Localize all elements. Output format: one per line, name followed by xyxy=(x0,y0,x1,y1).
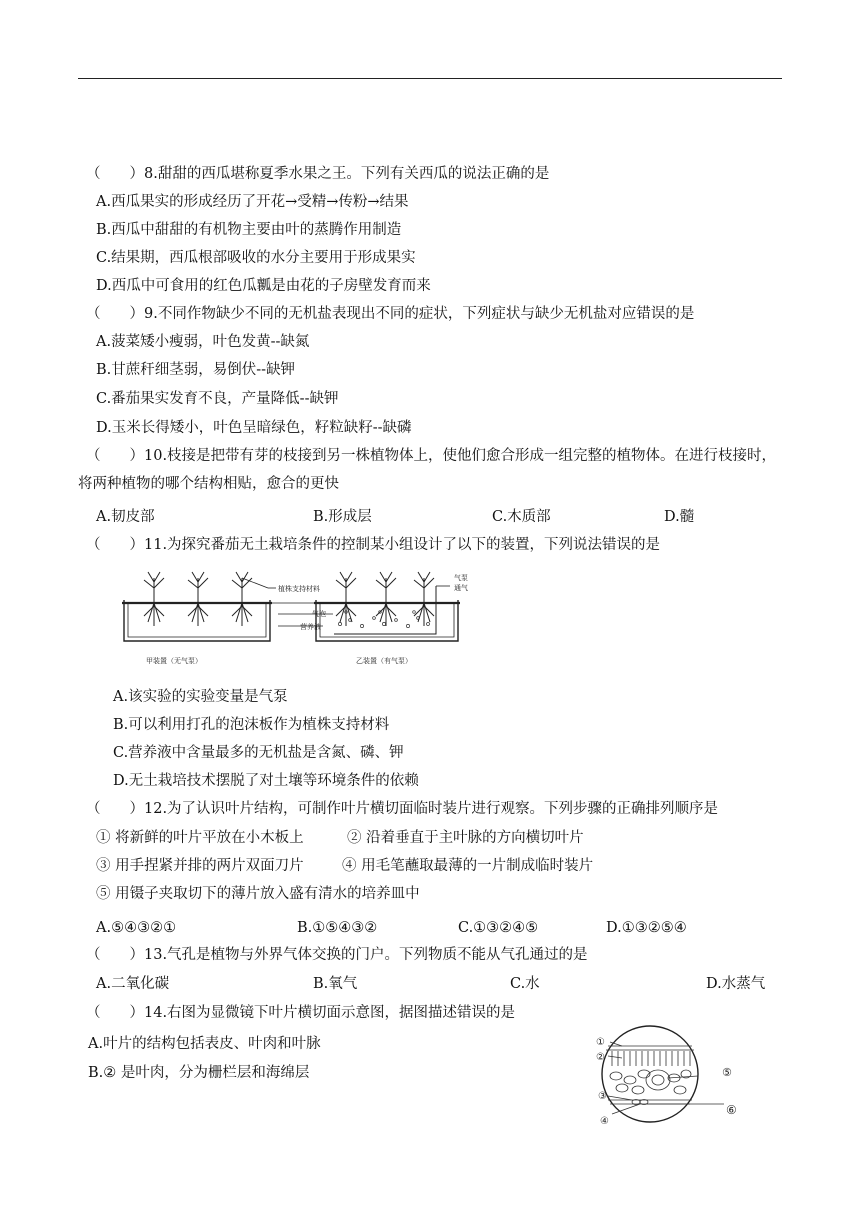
q12-option-a: A.⑤④③②① xyxy=(96,920,177,936)
q10-stem-line2: 将两种植物的哪个结构相贴，愈合的更快 xyxy=(78,476,339,492)
q8-option-b: B.西瓜中甜甜的有机物主要由叶的蒸腾作用制造 xyxy=(96,222,402,238)
q14-option-b: B.② 是叶肉，分为栅栏层和海绵层 xyxy=(88,1065,310,1081)
q9-option-a: A.菠菜矮小瘦弱，叶色发黄--缺氮 xyxy=(96,334,310,350)
hydroponics-apparatus-figure xyxy=(118,566,488,672)
q13-option-a: A.二氧化碳 xyxy=(96,976,170,992)
q10-option-d: D.髓 xyxy=(664,509,695,525)
label-aeration: 通气 xyxy=(454,584,468,592)
label-nutrient-solution: 营养液 xyxy=(300,623,321,631)
leaf-label-1: ① xyxy=(596,1037,605,1048)
q8-option-a: A.西瓜果实的形成经历了开花→受精→传粉→结果 xyxy=(96,194,409,210)
q10-stem-line1: （ ）10.枝接是把带有芽的枝接到另一株植物体上，使他们愈合形成一组完整的植物体。在进行枝接时， xyxy=(86,448,777,464)
q9-option-c: C.番茄果实发育不良，产量降低--缺钾 xyxy=(96,391,339,407)
q9-option-d: D.玉米长得矮小，叶色呈暗绿色，籽粒缺籽--缺磷 xyxy=(96,420,412,436)
q13-option-b: B.氧气 xyxy=(313,976,358,992)
q10-option-c: C.木质部 xyxy=(492,509,551,525)
header-rule xyxy=(78,78,782,79)
leaf-label-6: ⑥ xyxy=(726,1103,737,1117)
leaf-label-5: ⑤ xyxy=(722,1066,732,1079)
q12-option-d: D.①③②⑤④ xyxy=(606,920,687,936)
q10-option-b: B.形成层 xyxy=(313,509,372,525)
q12-step-4: ④ 用毛笔蘸取最薄的一片制成临时装片 xyxy=(342,858,594,874)
q8-option-c: C.结果期，西瓜根部吸收的水分主要用于形成果实 xyxy=(96,250,416,266)
q13-option-c: C.水 xyxy=(510,976,540,992)
q12-stem: （ ）12.为了认识叶片结构，可制作叶片横切面临时装片进行观察。下列步骤的正确排列顺序是 xyxy=(86,801,719,817)
leaf-label-3: ③ xyxy=(598,1091,607,1102)
q13-stem: （ ）13.气孔是植物与外界气体交换的门户。下列物质不能从气孔通过的是 xyxy=(86,947,588,963)
q11-option-b: B.可以利用打孔的泡沫板作为植株支持材料 xyxy=(113,717,390,733)
q12-step-5: ⑤ 用镊子夹取切下的薄片放入盛有清水的培养皿中 xyxy=(96,886,420,902)
q12-option-b: B.①⑤④③② xyxy=(297,920,378,936)
q14-option-a: A.叶片的结构包括表皮、叶肉和叶脉 xyxy=(88,1036,321,1052)
q11-option-c: C.营养液中含量最多的无机盐是含氮、磷、钾 xyxy=(113,745,404,761)
q11-option-d: D.无土栽培技术摆脱了对土壤等环境条件的依赖 xyxy=(113,773,419,789)
q11-stem: （ ）11.为探究番茄无土栽培条件的控制某小组设计了以下的装置，下列说法错误的是 xyxy=(86,537,661,553)
caption-device-a: 甲装置（无气泵） xyxy=(146,657,202,665)
q10-option-a: A.韧皮部 xyxy=(96,509,155,525)
q13-option-d: D.水蒸气 xyxy=(706,976,766,992)
q12-step-3: ③ 用手捏紧并排的两片双面刀片 xyxy=(96,858,304,874)
label-bubbles: 气泡 xyxy=(312,610,326,618)
q12-step-1: ① 将新鲜的叶片平放在小木板上 xyxy=(96,830,304,846)
q11-option-a: A.该实验的实验变量是气泵 xyxy=(113,689,288,705)
q8-option-d: D.西瓜中可食用的红色瓜瓤是由花的子房壁发育而来 xyxy=(96,278,431,294)
q9-option-b: B.甘蔗秆细茎弱，易倒伏--缺钾 xyxy=(96,362,296,378)
q8-stem: （ ）8.甜甜的西瓜堪称夏季水果之王。下列有关西瓜的说法正确的是 xyxy=(86,166,550,182)
label-support-material: 植株支持材料 xyxy=(278,585,320,593)
leaf-label-4: ④ xyxy=(600,1116,609,1127)
caption-device-b: 乙装置（有气泵） xyxy=(356,657,412,665)
leaf-label-2: ② xyxy=(596,1052,605,1063)
q12-step-2: ② 沿着垂直于主叶脉的方向横切叶片 xyxy=(347,830,584,846)
q12-option-c: C.①③②④⑤ xyxy=(458,920,539,936)
q14-stem: （ ）14.右图为显微镜下叶片横切面示意图，据图描述错误的是 xyxy=(86,1005,516,1021)
q9-stem: （ ）9.不同作物缺少不同的无机盐表现出不同的症状，下列症状与缺少无机盐对应错误的是 xyxy=(86,306,695,322)
label-air-pump: 气泵 xyxy=(454,574,468,582)
leaf-cross-section-figure xyxy=(592,1024,742,1130)
